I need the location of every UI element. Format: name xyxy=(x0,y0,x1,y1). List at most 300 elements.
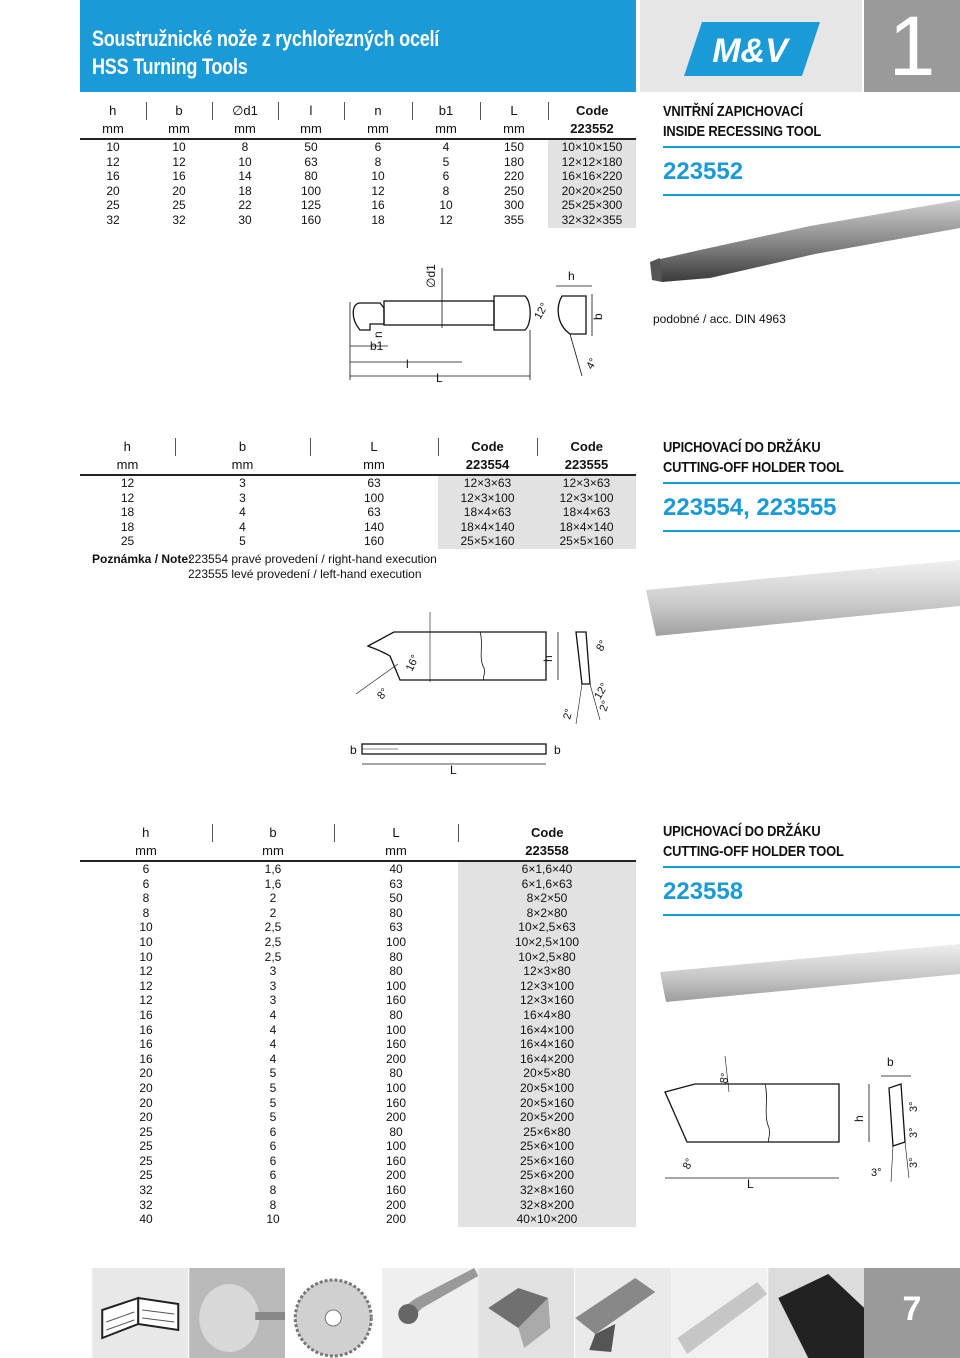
page-title-en: HSS Turning Tools xyxy=(92,54,248,79)
cell-value: 30 xyxy=(238,212,252,227)
angle-3a: 3° xyxy=(908,1101,920,1112)
table-223552 xyxy=(80,102,636,228)
cell-code: 25×5×160 xyxy=(537,534,636,549)
cell-value: 220 xyxy=(503,169,525,184)
unit: mm xyxy=(212,842,334,861)
product-code: 223558 xyxy=(663,878,744,905)
unit: mm xyxy=(278,120,344,139)
table-row xyxy=(80,213,636,228)
cell-code: 32×8×200 xyxy=(458,1198,636,1213)
table-row xyxy=(80,1110,636,1125)
cell-value: 80 xyxy=(389,1007,403,1022)
table-row xyxy=(80,198,636,213)
unit-code: 223555 xyxy=(537,456,636,475)
table-row xyxy=(80,1125,636,1140)
table-body xyxy=(80,475,636,549)
table-row xyxy=(80,993,636,1008)
table-row xyxy=(80,1008,636,1023)
cell-value: 25 xyxy=(139,1139,153,1154)
cell-code: 16×4×160 xyxy=(458,1037,636,1052)
table-row xyxy=(80,475,636,491)
table-row xyxy=(80,935,636,950)
table-row xyxy=(80,169,636,184)
col-header: ∅d1 xyxy=(212,102,278,120)
cell-value: 5 xyxy=(239,534,246,549)
col-header: b xyxy=(146,102,212,120)
cell-value: 10 xyxy=(238,154,252,169)
section-rule xyxy=(663,866,960,868)
cell-value: 25 xyxy=(139,1153,153,1168)
cell-value: 10 xyxy=(439,198,453,213)
table-223558 xyxy=(80,824,636,1227)
cell-value: 2,5 xyxy=(264,949,282,964)
section-rule xyxy=(663,146,960,148)
dim-b2: b xyxy=(554,743,561,757)
note-label: Poznámka / Note: xyxy=(92,552,193,566)
cell-value: 160 xyxy=(385,1153,407,1168)
cell-value: 100 xyxy=(385,978,407,993)
cell-value: 6 xyxy=(269,1168,277,1183)
cell-value: 160 xyxy=(385,1095,407,1110)
col-header: L xyxy=(310,438,438,456)
cell-value: 80 xyxy=(389,1066,403,1081)
page-number: 7 xyxy=(902,1290,922,1328)
table-row xyxy=(80,964,636,979)
unit-code: 223552 xyxy=(548,120,636,139)
col-header: b xyxy=(212,824,334,842)
table-row xyxy=(80,520,636,535)
section-label-cz: VNITŘNÍ ZAPICHOVACÍ xyxy=(663,103,803,120)
cell-value: 160 xyxy=(385,993,407,1008)
drawing-cutoff-tool xyxy=(655,1052,955,1202)
cell-code: 18×4×63 xyxy=(438,505,537,520)
table-row xyxy=(80,1023,636,1038)
cell-value: 80 xyxy=(389,949,403,964)
dim-h: h xyxy=(541,655,555,662)
cell-value: 5 xyxy=(269,1080,277,1095)
cell-code: 25×5×160 xyxy=(438,534,537,549)
table-row xyxy=(80,1212,636,1227)
note-left-hand: 223555 levé provedení / left-hand execution xyxy=(188,567,422,581)
cell-value: 32 xyxy=(106,212,120,227)
table-row xyxy=(80,505,636,520)
table-body xyxy=(80,139,636,228)
cell-value: 16 xyxy=(172,169,186,184)
cell-value: 25 xyxy=(172,198,186,213)
table-row xyxy=(80,139,636,155)
cell-value: 5 xyxy=(269,1095,277,1110)
cell-value: 10 xyxy=(371,169,385,184)
turning-tool-icon xyxy=(575,1268,672,1358)
cell-value: 300 xyxy=(503,198,525,213)
cell-value: 3 xyxy=(269,978,277,993)
cell-value: 20 xyxy=(139,1080,153,1095)
cell-code: 6×1,6×63 xyxy=(458,877,636,892)
angle-3b: 3° xyxy=(908,1127,920,1138)
cell-code: 8×2×50 xyxy=(458,891,636,906)
cell-value: 4 xyxy=(269,1022,277,1037)
cell-value: 40 xyxy=(389,862,403,876)
cell-value: 32 xyxy=(139,1197,153,1212)
cell-value: 12 xyxy=(106,154,120,169)
cell-value: 3 xyxy=(269,964,277,979)
cell-value: 200 xyxy=(385,1110,407,1125)
cell-value: 80 xyxy=(304,169,318,184)
cell-value: 4 xyxy=(442,140,450,154)
table-row xyxy=(80,1037,636,1052)
cell-code: 40×10×200 xyxy=(458,1212,636,1227)
cell-value: 160 xyxy=(363,534,385,549)
cell-value: 32 xyxy=(139,1183,153,1198)
cell-value: 150 xyxy=(503,140,525,154)
cell-value: 2 xyxy=(269,905,277,920)
col-header: n xyxy=(344,102,412,120)
unit: mm xyxy=(146,120,212,139)
cell-value: 8 xyxy=(142,891,150,906)
dim-L: L xyxy=(450,763,457,777)
unit: mm xyxy=(480,120,548,139)
insert-tool-icon xyxy=(478,1268,575,1358)
cell-value: 6 xyxy=(142,862,150,876)
col-header: Code xyxy=(537,438,636,456)
cell-code: 20×20×250 xyxy=(548,184,636,199)
cell-value: 5 xyxy=(269,1110,277,1125)
cell-code: 12×3×63 xyxy=(438,475,537,491)
cell-value: 10 xyxy=(139,949,153,964)
cell-value: 100 xyxy=(385,1022,407,1037)
cell-value: 50 xyxy=(304,140,318,154)
cell-value: 4 xyxy=(269,1007,277,1022)
angle-3d: 3° xyxy=(908,1157,920,1168)
dim-b: b xyxy=(887,1055,894,1069)
cell-value: 2,5 xyxy=(264,920,282,935)
cell-value: 12 xyxy=(439,212,453,227)
steel-bar-icon xyxy=(671,1268,768,1358)
cell-value: 200 xyxy=(385,1051,407,1066)
cell-code: 12×3×100 xyxy=(537,491,636,506)
cell-code: 32×32×355 xyxy=(548,213,636,228)
cell-value: 63 xyxy=(367,505,381,520)
cell-value: 25 xyxy=(120,534,135,549)
cell-code: 12×12×180 xyxy=(548,155,636,170)
unit: mm xyxy=(310,456,438,475)
unit: mm xyxy=(80,842,212,861)
cell-value: 20 xyxy=(139,1095,153,1110)
cell-value: 160 xyxy=(385,1037,407,1052)
cell-value: 10 xyxy=(139,920,153,935)
cell-code: 10×2,5×63 xyxy=(458,920,636,935)
dim-L: L xyxy=(747,1177,754,1191)
cell-value: 8 xyxy=(269,1183,277,1198)
table-row xyxy=(80,1139,636,1154)
cell-value: 6 xyxy=(269,1139,277,1154)
section-rule xyxy=(663,530,960,532)
unit: mm xyxy=(175,456,310,475)
cell-code: 25×6×100 xyxy=(458,1139,636,1154)
cell-value: 50 xyxy=(389,891,403,906)
product-thumbnail-strip xyxy=(92,1268,864,1358)
cell-value: 18 xyxy=(238,183,252,198)
col-header: Code xyxy=(438,438,537,456)
cell-value: 32 xyxy=(172,212,186,227)
cell-code: 12×3×100 xyxy=(458,979,636,994)
drawing-recessing-tool xyxy=(330,258,640,398)
cell-code: 20×5×160 xyxy=(458,1096,636,1111)
cell-value: 100 xyxy=(385,1139,407,1154)
cell-code: 18×4×140 xyxy=(438,520,537,535)
dim-b1: b1 xyxy=(370,339,384,353)
cell-value: 12 xyxy=(120,476,135,490)
product-photo-cutoff-blade xyxy=(646,560,960,640)
section-label-en: INSIDE RECESSING TOOL xyxy=(663,123,822,140)
cell-value: 200 xyxy=(385,1168,407,1183)
col-header: h xyxy=(142,825,150,840)
cell-value: 14 xyxy=(238,169,252,184)
angle-8: 8° xyxy=(375,686,392,702)
cutting-tool-icon xyxy=(768,1268,865,1358)
cell-value: 4 xyxy=(239,519,246,534)
angle-8b: 8° xyxy=(594,638,610,654)
unit: mm xyxy=(212,120,278,139)
cell-code: 25×6×80 xyxy=(458,1125,636,1140)
cell-code: 8×2×80 xyxy=(458,906,636,921)
book-icon xyxy=(92,1268,189,1358)
angle-2b: 2° xyxy=(597,699,613,714)
table-row xyxy=(80,920,636,935)
cell-value: 25 xyxy=(106,198,120,213)
cell-code: 25×6×200 xyxy=(458,1168,636,1183)
table-row xyxy=(80,950,636,965)
cell-value: 63 xyxy=(389,920,403,935)
table-row xyxy=(80,491,636,506)
table-row xyxy=(80,1066,636,1081)
col-header: h xyxy=(123,439,131,454)
table-row xyxy=(80,1168,636,1183)
unit-code: 223554 xyxy=(438,456,537,475)
logo-text: M&V xyxy=(712,32,788,70)
product-photo-recessing-tool xyxy=(640,198,960,298)
col-header: b xyxy=(175,438,310,456)
din-reference: podobné / acc. DIN 4963 xyxy=(653,312,786,326)
angle-12: 12° xyxy=(592,681,611,702)
cell-code: 12×3×63 xyxy=(537,475,636,491)
angle-12: 12° xyxy=(532,301,551,322)
page-title-cz: Soustružnické nože z rychlořezných ocelí xyxy=(92,26,440,51)
cell-value: 160 xyxy=(300,212,322,227)
dim-b: b xyxy=(350,743,357,757)
cell-value: 25 xyxy=(139,1124,153,1139)
cell-code: 25×25×300 xyxy=(548,198,636,213)
cell-value: 3 xyxy=(239,476,246,490)
cell-code: 10×2,5×100 xyxy=(458,935,636,950)
cell-code: 32×8×160 xyxy=(458,1183,636,1198)
cell-value: 8 xyxy=(442,183,450,198)
table-row xyxy=(80,1183,636,1198)
cell-value: 18 xyxy=(371,212,385,227)
cell-value: 12 xyxy=(371,183,385,198)
table-row xyxy=(80,184,636,199)
cell-value: 1,6 xyxy=(264,876,282,891)
dim-L: L xyxy=(436,371,443,385)
cell-value: 63 xyxy=(304,154,318,169)
cell-value: 100 xyxy=(300,183,322,198)
cell-value: 18 xyxy=(120,505,135,520)
table-row xyxy=(80,1154,636,1169)
cell-value: 100 xyxy=(385,934,407,949)
cell-code: 18×4×63 xyxy=(537,505,636,520)
cell-value: 8 xyxy=(241,140,249,154)
cell-value: 10 xyxy=(139,934,153,949)
cell-value: 3 xyxy=(239,490,246,505)
cell-value: 3 xyxy=(269,993,277,1008)
cell-value: 40 xyxy=(139,1212,153,1227)
table-row xyxy=(80,155,636,170)
col-header: Code xyxy=(548,102,636,120)
table-row xyxy=(80,1081,636,1096)
cell-value: 8 xyxy=(374,154,382,169)
unit-code: 223558 xyxy=(458,842,636,861)
cell-value: 4 xyxy=(239,505,246,520)
section-label-cz: UPICHOVACÍ DO DRŽÁKU xyxy=(663,439,821,456)
section-label-en: CUTTING-OFF HOLDER TOOL xyxy=(663,459,844,476)
cell-value: 80 xyxy=(389,964,403,979)
cell-value: 8 xyxy=(142,905,150,920)
cell-code: 25×6×160 xyxy=(458,1154,636,1169)
col-header: L xyxy=(480,102,548,120)
cell-value: 16 xyxy=(139,1022,153,1037)
cell-value: 6 xyxy=(142,876,150,891)
cell-value: 10 xyxy=(266,1212,280,1227)
cell-value: 6 xyxy=(374,140,382,154)
dim-l: l xyxy=(406,357,409,371)
cell-value: 200 xyxy=(385,1197,407,1212)
cell-value: 1,6 xyxy=(264,862,282,876)
cell-code: 16×4×200 xyxy=(458,1052,636,1067)
cell-code: 16×16×220 xyxy=(548,169,636,184)
dim-h: h xyxy=(852,1115,866,1122)
dim-d1: ∅d1 xyxy=(424,264,438,288)
cell-value: 16 xyxy=(139,1051,153,1066)
cell-value: 20 xyxy=(106,183,120,198)
unit: mm xyxy=(334,842,458,861)
section-label-cz: UPICHOVACÍ DO DRŽÁKU xyxy=(663,823,821,840)
product-code: 223552 xyxy=(663,158,744,185)
table-row xyxy=(80,534,636,549)
cell-value: 4 xyxy=(269,1037,277,1052)
cell-value: 200 xyxy=(385,1212,407,1227)
dim-h: h xyxy=(568,269,575,283)
cell-value: 355 xyxy=(503,212,525,227)
cell-code: 6×1,6×40 xyxy=(458,861,636,877)
table-row xyxy=(80,906,636,921)
cell-value: 80 xyxy=(389,905,403,920)
chapter-number: 1 xyxy=(888,0,936,93)
cell-value: 8 xyxy=(269,1197,277,1212)
unit: mm xyxy=(344,120,412,139)
cell-value: 100 xyxy=(385,1080,407,1095)
note-right-hand: 223554 pravé provedení / right-hand execution xyxy=(188,552,437,566)
table-row xyxy=(80,877,636,892)
cell-value: 22 xyxy=(238,198,252,213)
dim-n: n xyxy=(371,331,385,338)
cell-value: 12 xyxy=(139,964,153,979)
cell-value: 2 xyxy=(269,891,277,906)
cell-value: 16 xyxy=(139,1037,153,1052)
cell-value: 125 xyxy=(300,198,322,213)
cell-value: 160 xyxy=(385,1183,407,1198)
cell-value: 16 xyxy=(371,198,385,213)
section-rule xyxy=(663,194,960,196)
cell-value: 12 xyxy=(120,490,135,505)
cell-value: 16 xyxy=(106,169,120,184)
cell-value: 10 xyxy=(106,140,120,154)
angle-3c: 3° xyxy=(871,1167,882,1179)
unit: mm xyxy=(412,120,480,139)
cell-code: 16×4×100 xyxy=(458,1023,636,1038)
col-header: b1 xyxy=(412,102,480,120)
cell-value: 63 xyxy=(367,476,381,490)
cell-value: 180 xyxy=(503,154,525,169)
cell-value: 140 xyxy=(363,519,385,534)
cell-value: 4 xyxy=(269,1051,277,1066)
cell-value: 18 xyxy=(120,519,135,534)
section-label-en: CUTTING-OFF HOLDER TOOL xyxy=(663,843,844,860)
angle-16: 16° xyxy=(403,653,422,674)
cell-value: 12 xyxy=(172,154,186,169)
product-photo-cutoff-tool xyxy=(660,942,960,1012)
cell-code: 18×4×140 xyxy=(537,520,636,535)
cell-value: 5 xyxy=(269,1066,277,1081)
cell-value: 6 xyxy=(442,169,450,184)
section-rule xyxy=(663,482,960,484)
table-row xyxy=(80,1096,636,1111)
table-row xyxy=(80,891,636,906)
felt-wheel-icon xyxy=(189,1268,286,1358)
cell-value: 6 xyxy=(269,1153,277,1168)
drawing-cutoff-blade xyxy=(350,612,640,790)
cell-value: 2,5 xyxy=(264,934,282,949)
col-header: Code xyxy=(458,824,636,842)
cell-value: 25 xyxy=(139,1168,153,1183)
cell-value: 80 xyxy=(389,1124,403,1139)
cell-code: 20×5×80 xyxy=(458,1066,636,1081)
angle-8-bottom: 8° xyxy=(680,1156,697,1172)
cell-code: 10×2,5×80 xyxy=(458,950,636,965)
product-code: 223554, 223555 xyxy=(663,494,837,521)
table-row xyxy=(80,979,636,994)
cell-value: 12 xyxy=(139,978,153,993)
cell-value: 20 xyxy=(172,183,186,198)
cell-value: 12 xyxy=(139,993,153,1008)
cell-code: 10×10×150 xyxy=(548,139,636,155)
unit: mm xyxy=(80,456,175,475)
angle-8-top: 8° xyxy=(718,1072,732,1085)
cell-code: 20×5×100 xyxy=(458,1081,636,1096)
col-header: L xyxy=(334,824,458,842)
col-header: h xyxy=(109,103,117,118)
cell-code: 16×4×80 xyxy=(458,1008,636,1023)
unit: mm xyxy=(80,120,146,139)
cell-value: 10 xyxy=(172,140,186,154)
cell-value: 250 xyxy=(503,183,525,198)
cell-value: 16 xyxy=(139,1007,153,1022)
table-row xyxy=(80,861,636,877)
cell-value: 100 xyxy=(363,490,385,505)
drill-bit-icon xyxy=(382,1268,479,1358)
table-row xyxy=(80,1052,636,1067)
table-row xyxy=(80,1198,636,1213)
cell-code: 12×3×80 xyxy=(458,964,636,979)
